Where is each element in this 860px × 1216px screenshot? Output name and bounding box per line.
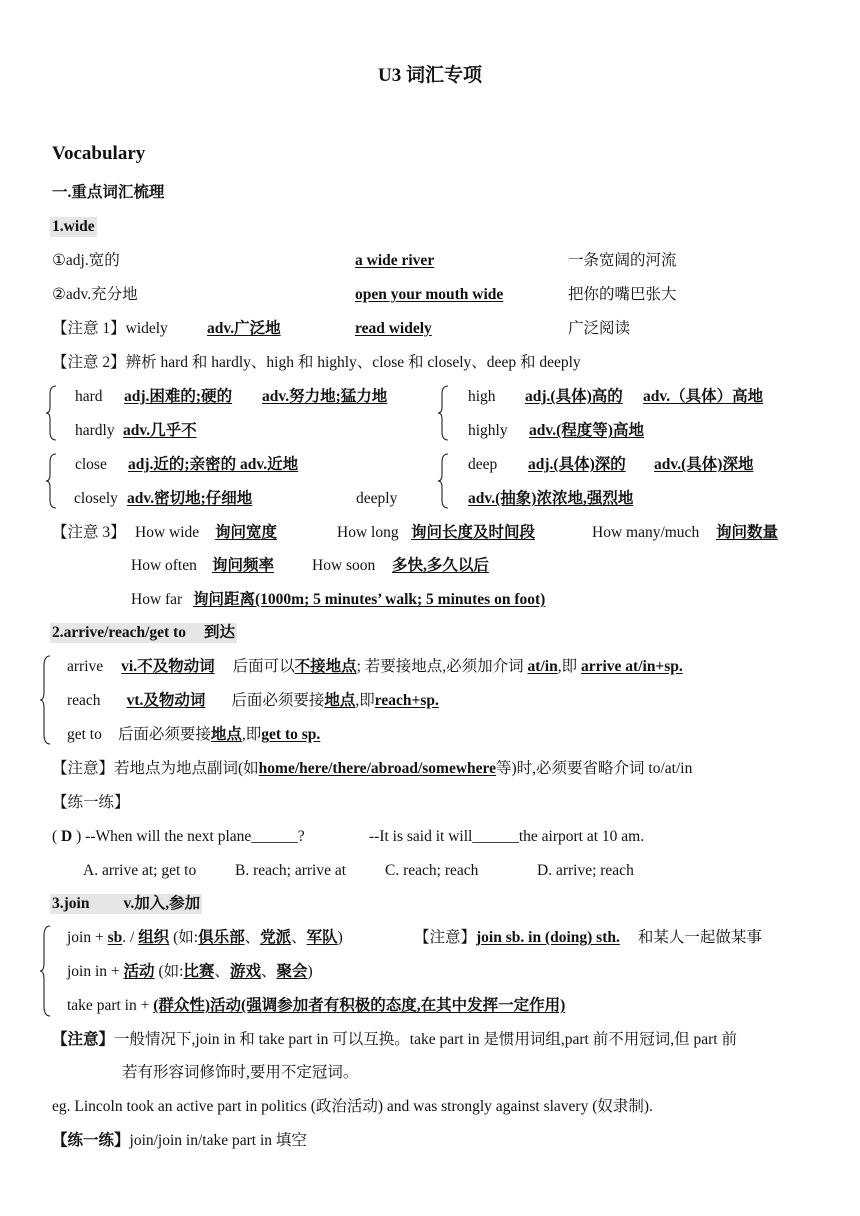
example-phrase: open your mouth wide	[355, 286, 504, 303]
question-text: --It is said it will______the airport at 10 am.	[369, 828, 645, 845]
definition-text: adv.(具体)深地	[654, 456, 754, 473]
brace-icon	[44, 452, 60, 510]
word-label: closely	[74, 490, 118, 507]
definition-text: 多快,多久以后	[392, 557, 489, 574]
brace-icon	[436, 452, 452, 510]
word-heading-text: 3.join	[52, 895, 90, 912]
word-label: highly	[468, 422, 508, 439]
definition-text: adj.近的;亲密的 adv.近地	[128, 456, 299, 473]
question-phrase: How soon	[312, 557, 376, 574]
option-c: C. reach; reach	[385, 862, 479, 879]
usage-key: sb	[107, 929, 123, 946]
translation-text: 把你的嘴巴张大	[568, 286, 677, 303]
usage-pattern: arrive at/in+sp.	[580, 658, 683, 675]
definition-text: vt.及物动词	[126, 692, 206, 709]
practice-label: 【练一练】	[52, 794, 130, 811]
definition-text: adv.广泛地	[207, 320, 281, 337]
usage-key: at/in	[527, 658, 558, 675]
option-d: D. arrive; reach	[537, 862, 634, 879]
usage-text: join +	[67, 929, 108, 946]
definition-text: adj.(具体)高的	[525, 388, 623, 405]
brace-icon	[38, 924, 54, 1018]
meaning-text: ①adj.宽的	[52, 252, 120, 269]
usage-text: ,即	[355, 692, 375, 709]
question-line	[52, 827, 305, 847]
practice-line	[52, 1131, 307, 1151]
word-heading-meaning: 到达	[204, 624, 236, 641]
usage-text: (如:	[154, 963, 184, 980]
usage-text: join in +	[67, 963, 124, 980]
usage-text: 、	[214, 963, 230, 980]
section-heading-key-words: 一.重点词汇梳理	[52, 184, 165, 201]
note-text: 一般情况下,join in 和 take part in 可以互换。take part in 是惯用词组,part 前不用冠词,但 part 前	[114, 1031, 737, 1048]
definition-text: adv.努力地;猛力地	[262, 388, 388, 405]
brace-icon	[38, 654, 54, 746]
word-label: reach	[67, 692, 101, 709]
note-text: 等)时,必须要省略介词 to/at/in	[496, 760, 693, 777]
note-label: 【注意 1】widely	[52, 320, 168, 337]
translation-text: 和某人一起做某事	[637, 929, 762, 946]
usage-text: ,即	[241, 726, 262, 743]
usage-pattern: get to sp.	[261, 726, 321, 743]
word-heading-wide: 1.wide	[52, 218, 95, 235]
definition-text: 询问数量	[716, 524, 779, 541]
brace-icon	[436, 384, 452, 442]
definition-text: adv.几乎不	[123, 422, 197, 439]
usage-text: 、	[244, 929, 261, 946]
usage-pattern: join sb. in (doing) sth.	[476, 929, 620, 946]
usage-key: 游戏	[229, 963, 261, 980]
note-text: 【注意 2】辨析 hard 和 hardly、high 和 highly、close 和 closely、deep 和 deeply	[52, 354, 581, 371]
practice-label: 【练一练】	[52, 1132, 130, 1149]
definition-text: adv.密切地;仔细地	[127, 490, 253, 507]
join-line-3	[67, 996, 565, 1016]
word-label: close	[75, 456, 107, 473]
word-label: hardly	[75, 422, 115, 439]
usage-pattern: reach+sp.	[374, 692, 439, 709]
usage-text: 、	[260, 963, 277, 980]
practice-text: join/join in/take part in 填空	[129, 1132, 307, 1149]
question-text: (	[52, 828, 62, 845]
example-phrase: a wide river	[355, 252, 435, 269]
usage-key: 地点	[324, 692, 356, 709]
question-phrase: How wide	[135, 524, 200, 541]
word-label: high	[468, 388, 496, 405]
word-label: arrive	[67, 658, 104, 675]
usage-text: ; 若要接地点,必须加介词	[356, 658, 524, 675]
usage-key: 党派	[260, 929, 292, 946]
section-heading-vocabulary: Vocabulary	[52, 143, 146, 164]
usage-text: . /	[122, 929, 139, 946]
translation-text: 一条宽阔的河流	[568, 252, 677, 269]
note-label: 【注意】	[52, 1031, 115, 1048]
example-phrase: read widely	[355, 320, 432, 337]
translation-text: 广泛阅读	[568, 320, 631, 337]
usage-key: 俱乐部	[198, 929, 245, 946]
getto-line	[67, 725, 320, 745]
usage-text: 后面可以	[232, 658, 295, 675]
usage-text: take part in +	[67, 997, 154, 1014]
join-note-line-2: 若有形容词修饰时,要用不定冠词。	[122, 1064, 359, 1081]
definition-text: adj.困难的;硬的	[124, 388, 233, 405]
usage-text: 后面必须要接	[231, 692, 325, 709]
usage-text: )	[307, 963, 313, 980]
reach-line	[67, 691, 439, 711]
definition-text: vi.不及物动词	[121, 658, 215, 675]
usage-key: 军队	[306, 929, 338, 946]
word-label: deeply	[356, 490, 398, 507]
question-phrase: How far	[131, 591, 183, 608]
definition-text: 询问长度及时间段	[411, 524, 536, 541]
note-line	[52, 759, 692, 779]
question-phrase: How often	[131, 557, 197, 574]
join-note-line-1	[52, 1030, 737, 1050]
brace-icon	[44, 384, 60, 442]
note-label: 【注意】	[414, 929, 477, 946]
word-label: get to	[67, 726, 102, 743]
word-heading-join	[50, 894, 202, 914]
question-text: ) --When will the next plane______?	[72, 828, 305, 845]
usage-key: (群众性)活动(强调参加者有积极的态度,在其中发挥一定作用)	[153, 997, 566, 1014]
usage-text: ,即	[557, 658, 578, 675]
page-title: U3 词汇专项	[378, 65, 482, 86]
example-sentence: eg. Lincoln took an active part in politics (政治活动) and was strongly against slavery (奴隶制).	[52, 1098, 653, 1115]
definition-text: 询问频率	[212, 557, 275, 574]
usage-key: 组织	[138, 929, 170, 946]
word-heading-arrive	[50, 623, 237, 643]
word-label: hard	[75, 388, 103, 405]
usage-key: 地点	[210, 726, 242, 743]
option-a: A. arrive at; get to	[83, 862, 197, 879]
answer-text: D	[61, 828, 73, 845]
usage-key: 聚会	[276, 963, 308, 980]
word-label: deep	[468, 456, 498, 473]
usage-key: 活动	[123, 963, 155, 980]
usage-text: (如:	[169, 929, 199, 946]
question-phrase: How many/much	[592, 524, 700, 541]
definition-text: 询问距离(1000m; 5 minutes’ walk; 5 minutes on foot)	[193, 591, 546, 608]
definition-text: adv.(抽象)浓浓地,强烈地	[468, 490, 634, 507]
join-note	[414, 928, 762, 948]
usage-key: 不接地点	[294, 658, 357, 675]
word-heading-meaning: v.加入,参加	[123, 895, 201, 912]
question-phrase: How long	[337, 524, 399, 541]
arrive-line	[67, 657, 683, 677]
option-b: B. reach; arrive at	[235, 862, 347, 879]
meaning-text: ②adv.充分地	[52, 286, 138, 303]
note-key: home/here/there/abroad/somewhere	[258, 760, 497, 777]
usage-text: 、	[291, 929, 307, 946]
usage-text: )	[337, 929, 343, 946]
definition-text: adv.（具体）高地	[643, 388, 764, 405]
definition-text: 询问宽度	[215, 524, 278, 541]
definition-text: adv.(程度等)高地	[529, 422, 644, 439]
join-line-2	[67, 962, 313, 982]
definition-text: adj.(具体)深的	[528, 456, 626, 473]
note-label: 【注意 3】	[52, 524, 126, 541]
word-heading-text: 2.arrive/reach/get to	[52, 624, 186, 641]
join-line-1	[67, 928, 343, 948]
usage-text: 后面必须要接	[117, 726, 211, 743]
note-text: 【注意】若地点为地点副词(如	[52, 760, 259, 777]
usage-key: 比赛	[183, 963, 215, 980]
